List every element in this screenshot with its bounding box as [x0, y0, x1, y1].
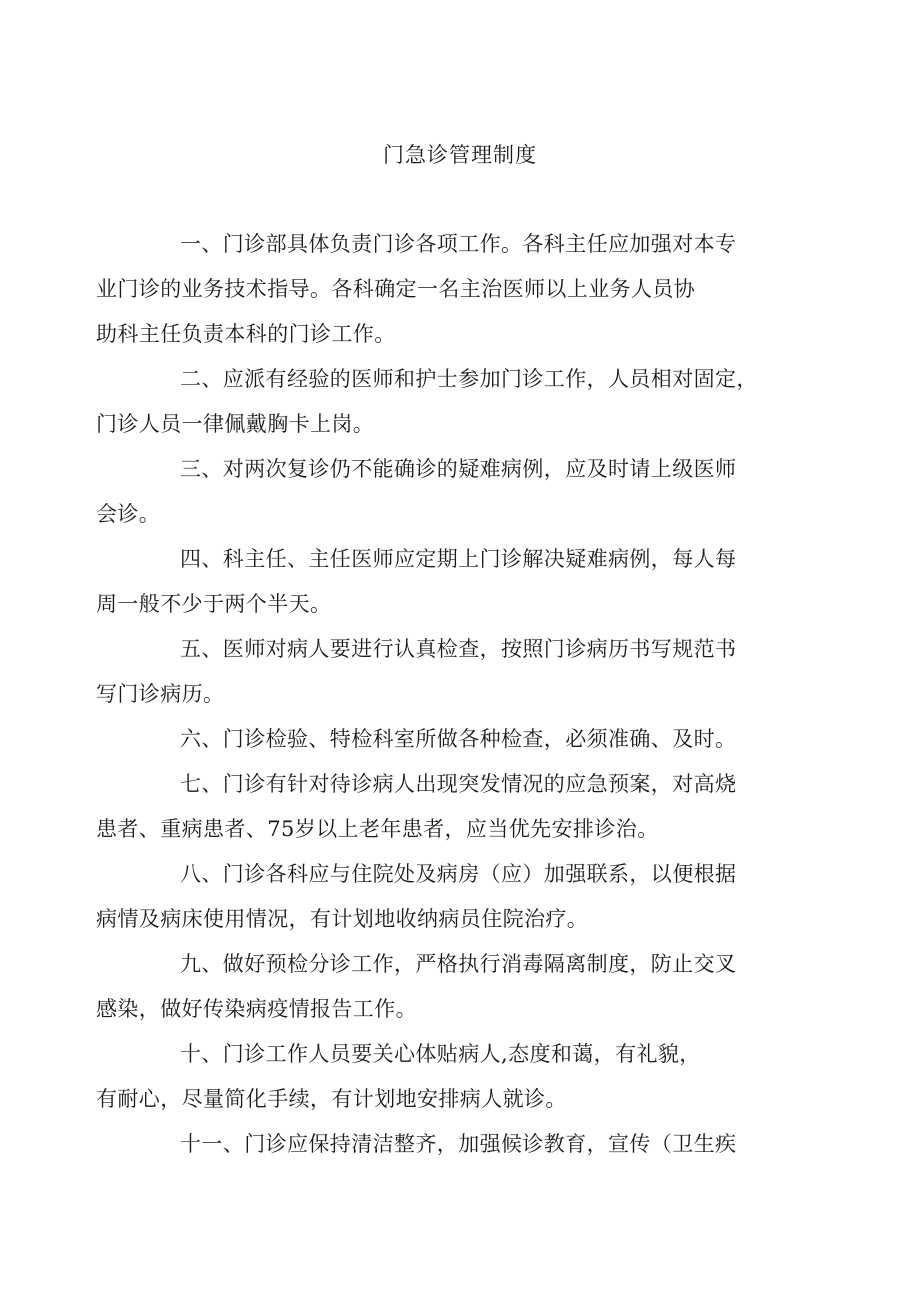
paragraph-line: 六、门诊检验、特检科室所做各种检查，必须准确、及时。 — [180, 727, 737, 751]
paragraph-line: 七、门诊有针对待诊病人出现突发情况的应急预案，对高烧 — [180, 772, 737, 796]
paragraph-line: 九、做好预检分诊工作，严格执行消毒隔离制度，防止交叉 — [180, 952, 737, 976]
paragraph-6 — [138, 717, 790, 762]
paragraph-line: 十、门诊工作人员要关心体贴病人,态度和蔼，有礼貌， — [180, 1042, 701, 1066]
paragraph-line: 五、医师对病人要进行认真检查，按照门诊病历书写规范书 — [180, 637, 737, 661]
paragraph-line: 四、科主任、主任医师应定期上门诊解决疑难病例，每人每 — [180, 547, 737, 571]
paragraph-line: 一、门诊部具体负责门诊各项工作。各科主任应加强对本专 — [180, 232, 737, 256]
paragraph-line: 门诊人员一律佩戴胸卡上岗。 — [96, 412, 375, 436]
document-body — [96, 222, 790, 1167]
paragraph-line: 二、应派有经验的医师和护士参加门诊工作，人员相对固定， — [180, 367, 758, 391]
paragraph-line: 有耐心，尽量简化手续，有计划地安排病人就诊。 — [96, 1087, 567, 1111]
paragraph-2 — [96, 357, 790, 447]
paragraph-7 — [96, 762, 790, 852]
paragraph-line: 写门诊病历。 — [96, 682, 225, 706]
paragraph-line: 业门诊的业务技术指导。各科确定一名主治医师以上业务人员协 — [96, 277, 696, 301]
paragraph-10 — [96, 1032, 790, 1122]
paragraph-line: 周一般不少于两个半天。 — [96, 592, 332, 616]
paragraph-line: 患者、重病患者、75岁以上老年患者，应当优先安排诊治。 — [96, 817, 659, 841]
paragraph-4 — [96, 537, 790, 627]
paragraph-line: 会诊。 — [96, 502, 161, 526]
paragraph-1 — [96, 222, 790, 357]
paragraph-3 — [96, 447, 790, 537]
paragraph-line: 病情及病床使用情况，有计划地收纳病员住院治疗。 — [96, 907, 589, 931]
paragraph-9 — [96, 942, 790, 1032]
paragraph-8 — [96, 852, 790, 942]
paragraph-line: 感染，做好传染病疫情报告工作。 — [96, 997, 417, 1021]
paragraph-line: 助科主任负责本科的门诊工作。 — [96, 322, 396, 346]
paragraph-line: 八、门诊各科应与住院处及病房（应）加强联系，以便根据 — [180, 862, 737, 886]
paragraph-line: 三、对两次复诊仍不能确诊的疑难病例，应及时请上级医师 — [180, 457, 737, 481]
paragraph-5 — [96, 627, 790, 717]
paragraph-11 — [138, 1122, 790, 1167]
paragraph-line: 十一、门诊应保持清洁整齐，加强候诊教育，宣传（卫生疾 — [180, 1132, 737, 1156]
document-title: 门急诊管理制度 — [383, 143, 537, 167]
